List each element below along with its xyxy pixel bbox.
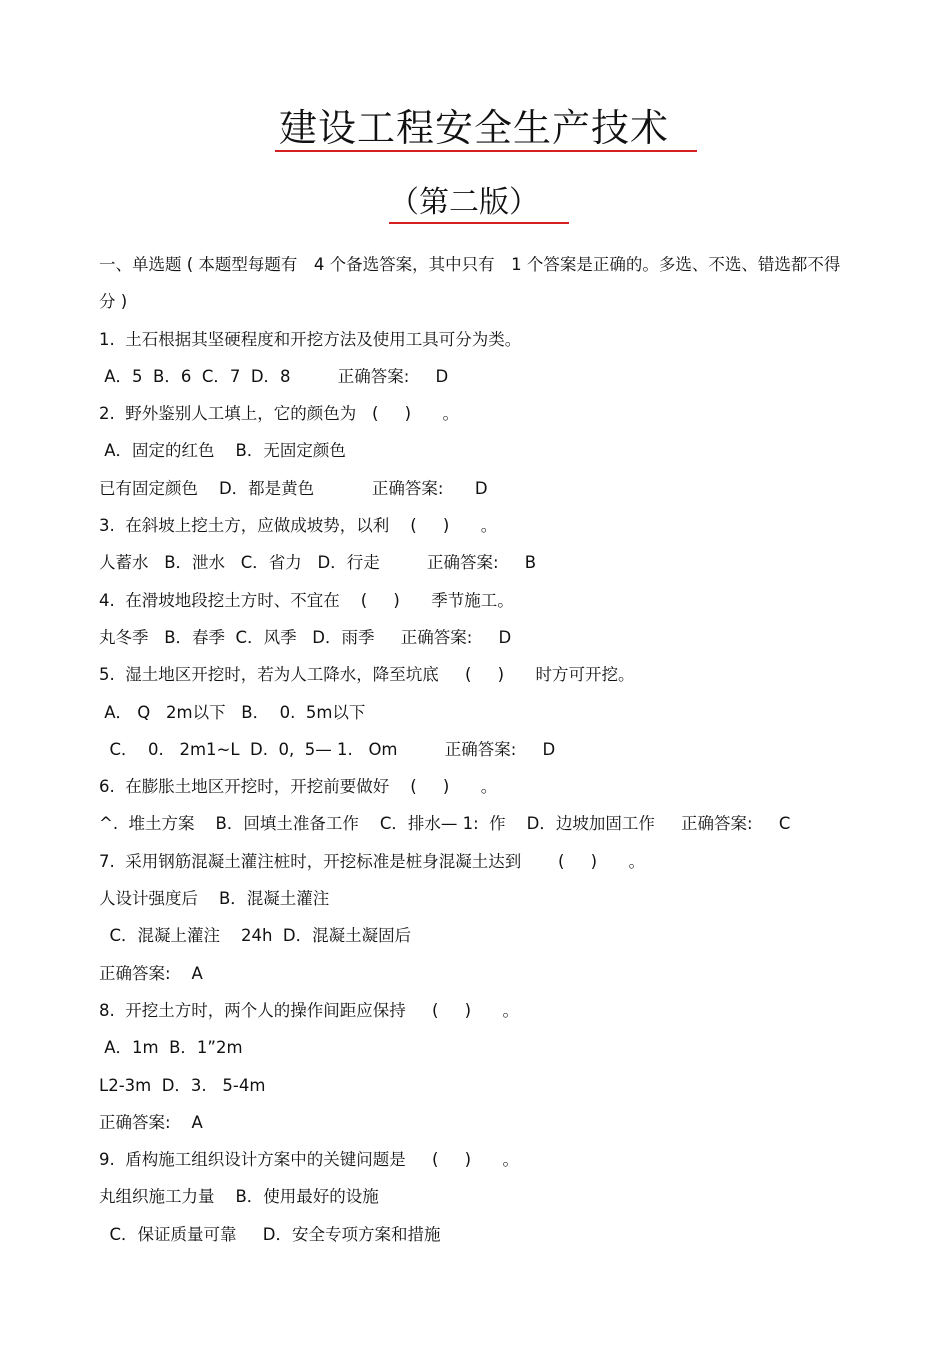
- section-heading: 一、单选题 ( 本题型每题有 4 个备选答案，其中只有 1 个答案是正确的。多选、不选、错选都不得分 ): [99, 255, 841, 312]
- question-7-options-a: 人设计强度后 B．混凝土灌注: [99, 889, 330, 909]
- question-8-options-a: A．1m B．1”2m: [99, 1038, 243, 1058]
- question-8: 8. 开挖土方时，两个人的操作间距应保持 ( ) 。: [99, 1000, 520, 1020]
- question-9-options-a: 丸组织施工力量 B．使用最好的设施: [99, 1187, 379, 1207]
- question-8-options-b: L2-3m D．3. 5-4m: [99, 1075, 266, 1095]
- question-8-answer: 正确答案: A: [99, 1112, 203, 1132]
- question-2: 2. 野外鉴别人工填上，它的颜色为 ( ) 。: [99, 404, 460, 424]
- question-4-options: 丸冬季 B．春季 C．风季 D．雨季 正确答案: D: [99, 627, 512, 647]
- question-6-options: ^. 堆土方案 B．回填土准备工作 C．排水— 1: 作 D．边坡加固工作 正确答案: C: [99, 814, 791, 834]
- question-9: 9. 盾构施工组织设计方案中的关键问题是 ( ) 。: [99, 1150, 520, 1170]
- question-7: 7. 采用钢筋混凝土灌注桩时，开挖标准是桩身混凝土达到 ( ) 。: [99, 851, 646, 871]
- question-2-options-b: 已有固定颜色 D．都是黄色 正确答案: D: [99, 478, 488, 498]
- question-1-options: A．5 B．6 C．7 D．8 正确答案: D: [99, 366, 449, 386]
- question-7-options-b: C．混凝上灌注 24h D．混凝土凝固后: [99, 926, 412, 946]
- document-title: 建设工程安全生产技术: [275, 106, 697, 152]
- question-5: 5. 湿土地区开挖时，若为人工降水，降至坑底 ( ) 时方可开挖。: [99, 665, 635, 685]
- question-2-options-a: A．固定的红色 B．无固定颜色: [99, 441, 346, 461]
- question-5-options-a: A． Q 2m以下 B． 0. 5m以下: [99, 702, 366, 722]
- question-3: 3. 在斜坡上挖土方，应做成坡势，以利 ( ) 。: [99, 516, 498, 536]
- question-6: 6. 在膨胀土地区开挖时，开挖前要做好 ( ) 。: [99, 777, 498, 797]
- question-7-answer: 正确答案: A: [99, 963, 203, 983]
- question-list: [99, 246, 844, 1253]
- subtitle-container: [0, 184, 950, 224]
- question-5-options-b: C． 0. 2m1~L D. 0, 5— 1. Om 正确答案: D: [99, 739, 556, 759]
- title-container: [0, 106, 950, 152]
- document-subtitle: （第二版）: [389, 184, 569, 224]
- question-1: 1. 土石根据其坚硬程度和开挖方法及使用工具可分为类。: [99, 329, 522, 349]
- question-3-options: 人蓄水 B．泄水 C．省力 D．行走 正确答案: B: [99, 553, 537, 573]
- question-9-options-b: C．保证质量可靠 D．安全专项方案和措施: [99, 1224, 441, 1244]
- question-4: 4. 在滑坡地段挖土方时、不宜在 ( ) 季节施工。: [99, 590, 514, 610]
